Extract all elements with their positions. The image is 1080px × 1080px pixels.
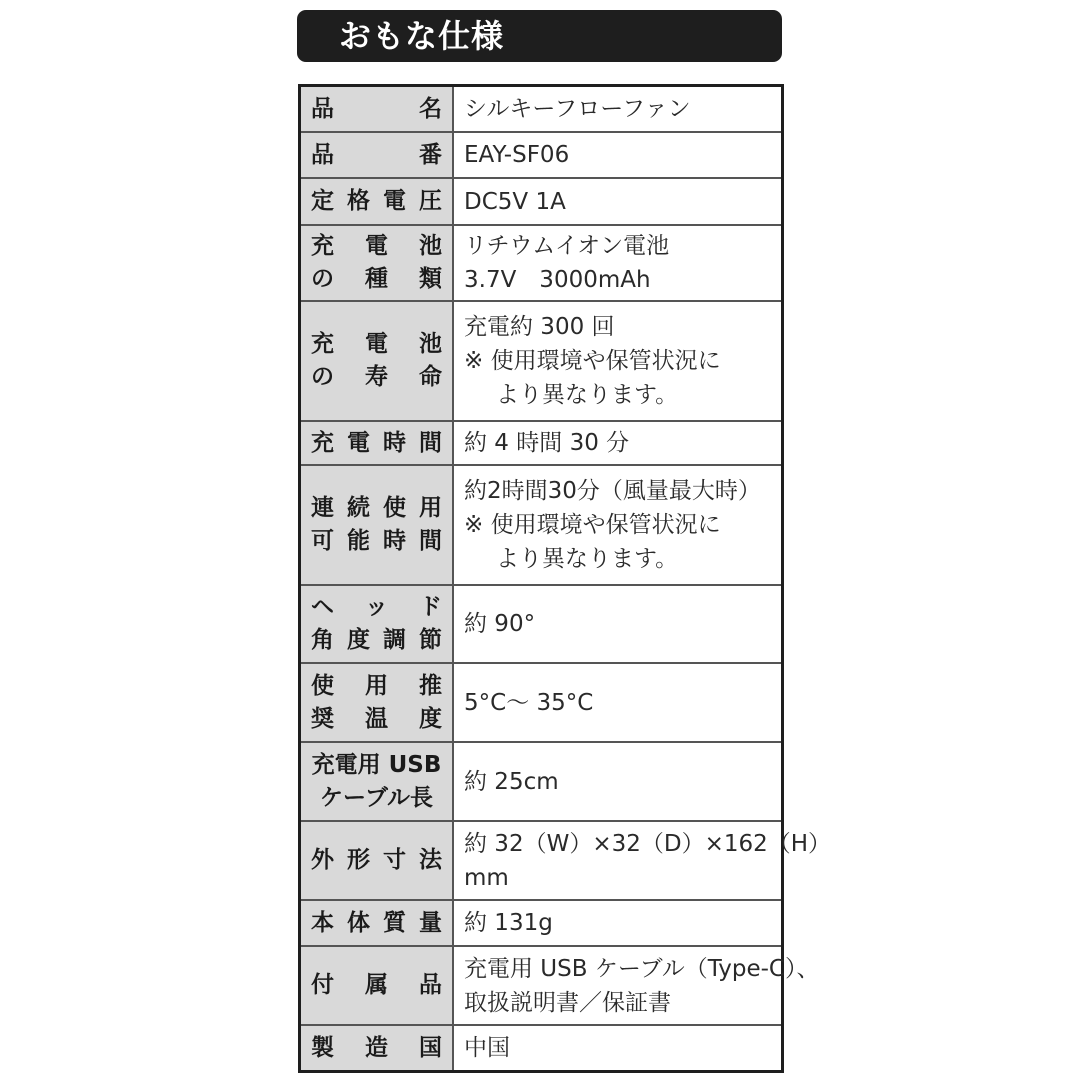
spec-value [454,133,781,177]
spec-label [301,302,454,420]
spec-label-line: 可 能 時 間 [311,528,442,554]
spec-value-line: mm [464,864,509,891]
spec-value-line: EAY-SF06 [464,142,570,168]
spec-row [301,1026,781,1070]
spec-value-line: より異なります。 [496,382,679,408]
spec-value-line: 取扱説明書／保証書 [464,989,671,1016]
spec-label [301,422,454,464]
spec-value-line: より異なります。 [496,546,679,572]
spec-value [454,664,781,741]
spec-label-line: 充 電 池 [311,233,442,259]
spec-row [301,664,781,743]
spec-label-line: 製 造 国 [311,1034,442,1061]
spec-value-line: 約2時間30分（風量最大時） [464,478,761,504]
spec-label [301,822,454,899]
spec-label [301,586,454,662]
spec-value-line: ※ 使用環境や保管状況に [464,348,721,374]
spec-label [301,947,454,1024]
spec-row [301,466,781,586]
spec-value-line: 約 25cm [464,768,559,795]
spec-value [454,422,781,464]
spec-row [301,133,781,179]
spec-row [301,226,781,302]
spec-label [301,179,454,224]
section-header [297,10,782,62]
spec-row [301,179,781,226]
spec-value [454,226,781,300]
spec-label-line: 充 電 池 [311,331,442,357]
spec-label-line: 品 名 [311,95,442,122]
spec-value [454,822,837,899]
spec-label-line: の 種 類 [311,266,442,292]
spec-label-line: 定 格 電 圧 [311,188,442,214]
spec-label-line: 付 属 品 [311,972,442,998]
spec-value-line: 3.7V 3000mAh [464,267,651,293]
section-title: おもな仕様 [339,17,505,55]
spec-value-line: 約 32（W）×32（D）×162（H） [464,830,832,857]
spec-label [301,466,454,584]
spec-value [454,586,781,662]
spec-value-line: 約 90° [464,611,536,637]
spec-value-line: 5°C〜 35°C [464,689,594,716]
spec-row [301,822,832,901]
spec-label-line: 充 電 時 間 [311,429,442,456]
spec-value [454,466,781,584]
spec-table [298,84,832,1073]
spec-value [454,947,825,1024]
spec-row [301,901,781,947]
spec-row [301,87,781,133]
spec-row [301,947,820,1026]
spec-value-line: 約 4 時間 30 分 [464,430,630,456]
spec-label [301,901,454,945]
spec-label-line: 奨 温 度 [311,705,442,732]
spec-value [454,1026,781,1070]
spec-label [301,133,454,177]
spec-label-line: 使 用 推 [311,672,442,699]
spec-value-line: 中国 [464,1035,510,1061]
spec-label-line: 充電用 USB [311,751,442,778]
spec-label [301,226,454,300]
spec-label [301,1026,454,1070]
spec-value-line: ※ 使用環境や保管状況に [464,512,721,538]
spec-value [454,302,781,420]
spec-label-line: 本 体 質 量 [311,909,442,936]
spec-value-line: リチウムイオン電池 [464,233,670,259]
spec-label-line: ヘ ッ ド [311,594,442,620]
spec-label-line: 連 続 使 用 [311,495,442,521]
spec-value-line: 充電約 300 回 [464,314,615,340]
spec-value [454,87,781,131]
spec-label-line: ケーブル長 [320,784,433,811]
spec-value [454,179,781,224]
spec-row [301,422,781,466]
spec-label [301,664,454,741]
spec-value [454,743,781,820]
spec-row [301,302,781,422]
spec-value-line: DC5V 1A [464,188,566,215]
spec-label-line: 品 番 [311,141,442,168]
spec-label-line: の 寿 命 [311,364,442,390]
spec-label [301,743,454,820]
spec-value [454,901,781,945]
spec-value-line: 充電用 USB ケーブル（Type-C）、 [464,955,820,982]
spec-label-line: 角 度 調 節 [311,627,442,653]
spec-value-line: シルキーフローファン [464,96,691,122]
spec-label-line: 外 形 寸 法 [311,847,442,873]
spec-row [301,743,781,822]
spec-row [301,586,781,664]
spec-value-line: 約 131g [464,910,553,936]
spec-label [301,87,454,131]
